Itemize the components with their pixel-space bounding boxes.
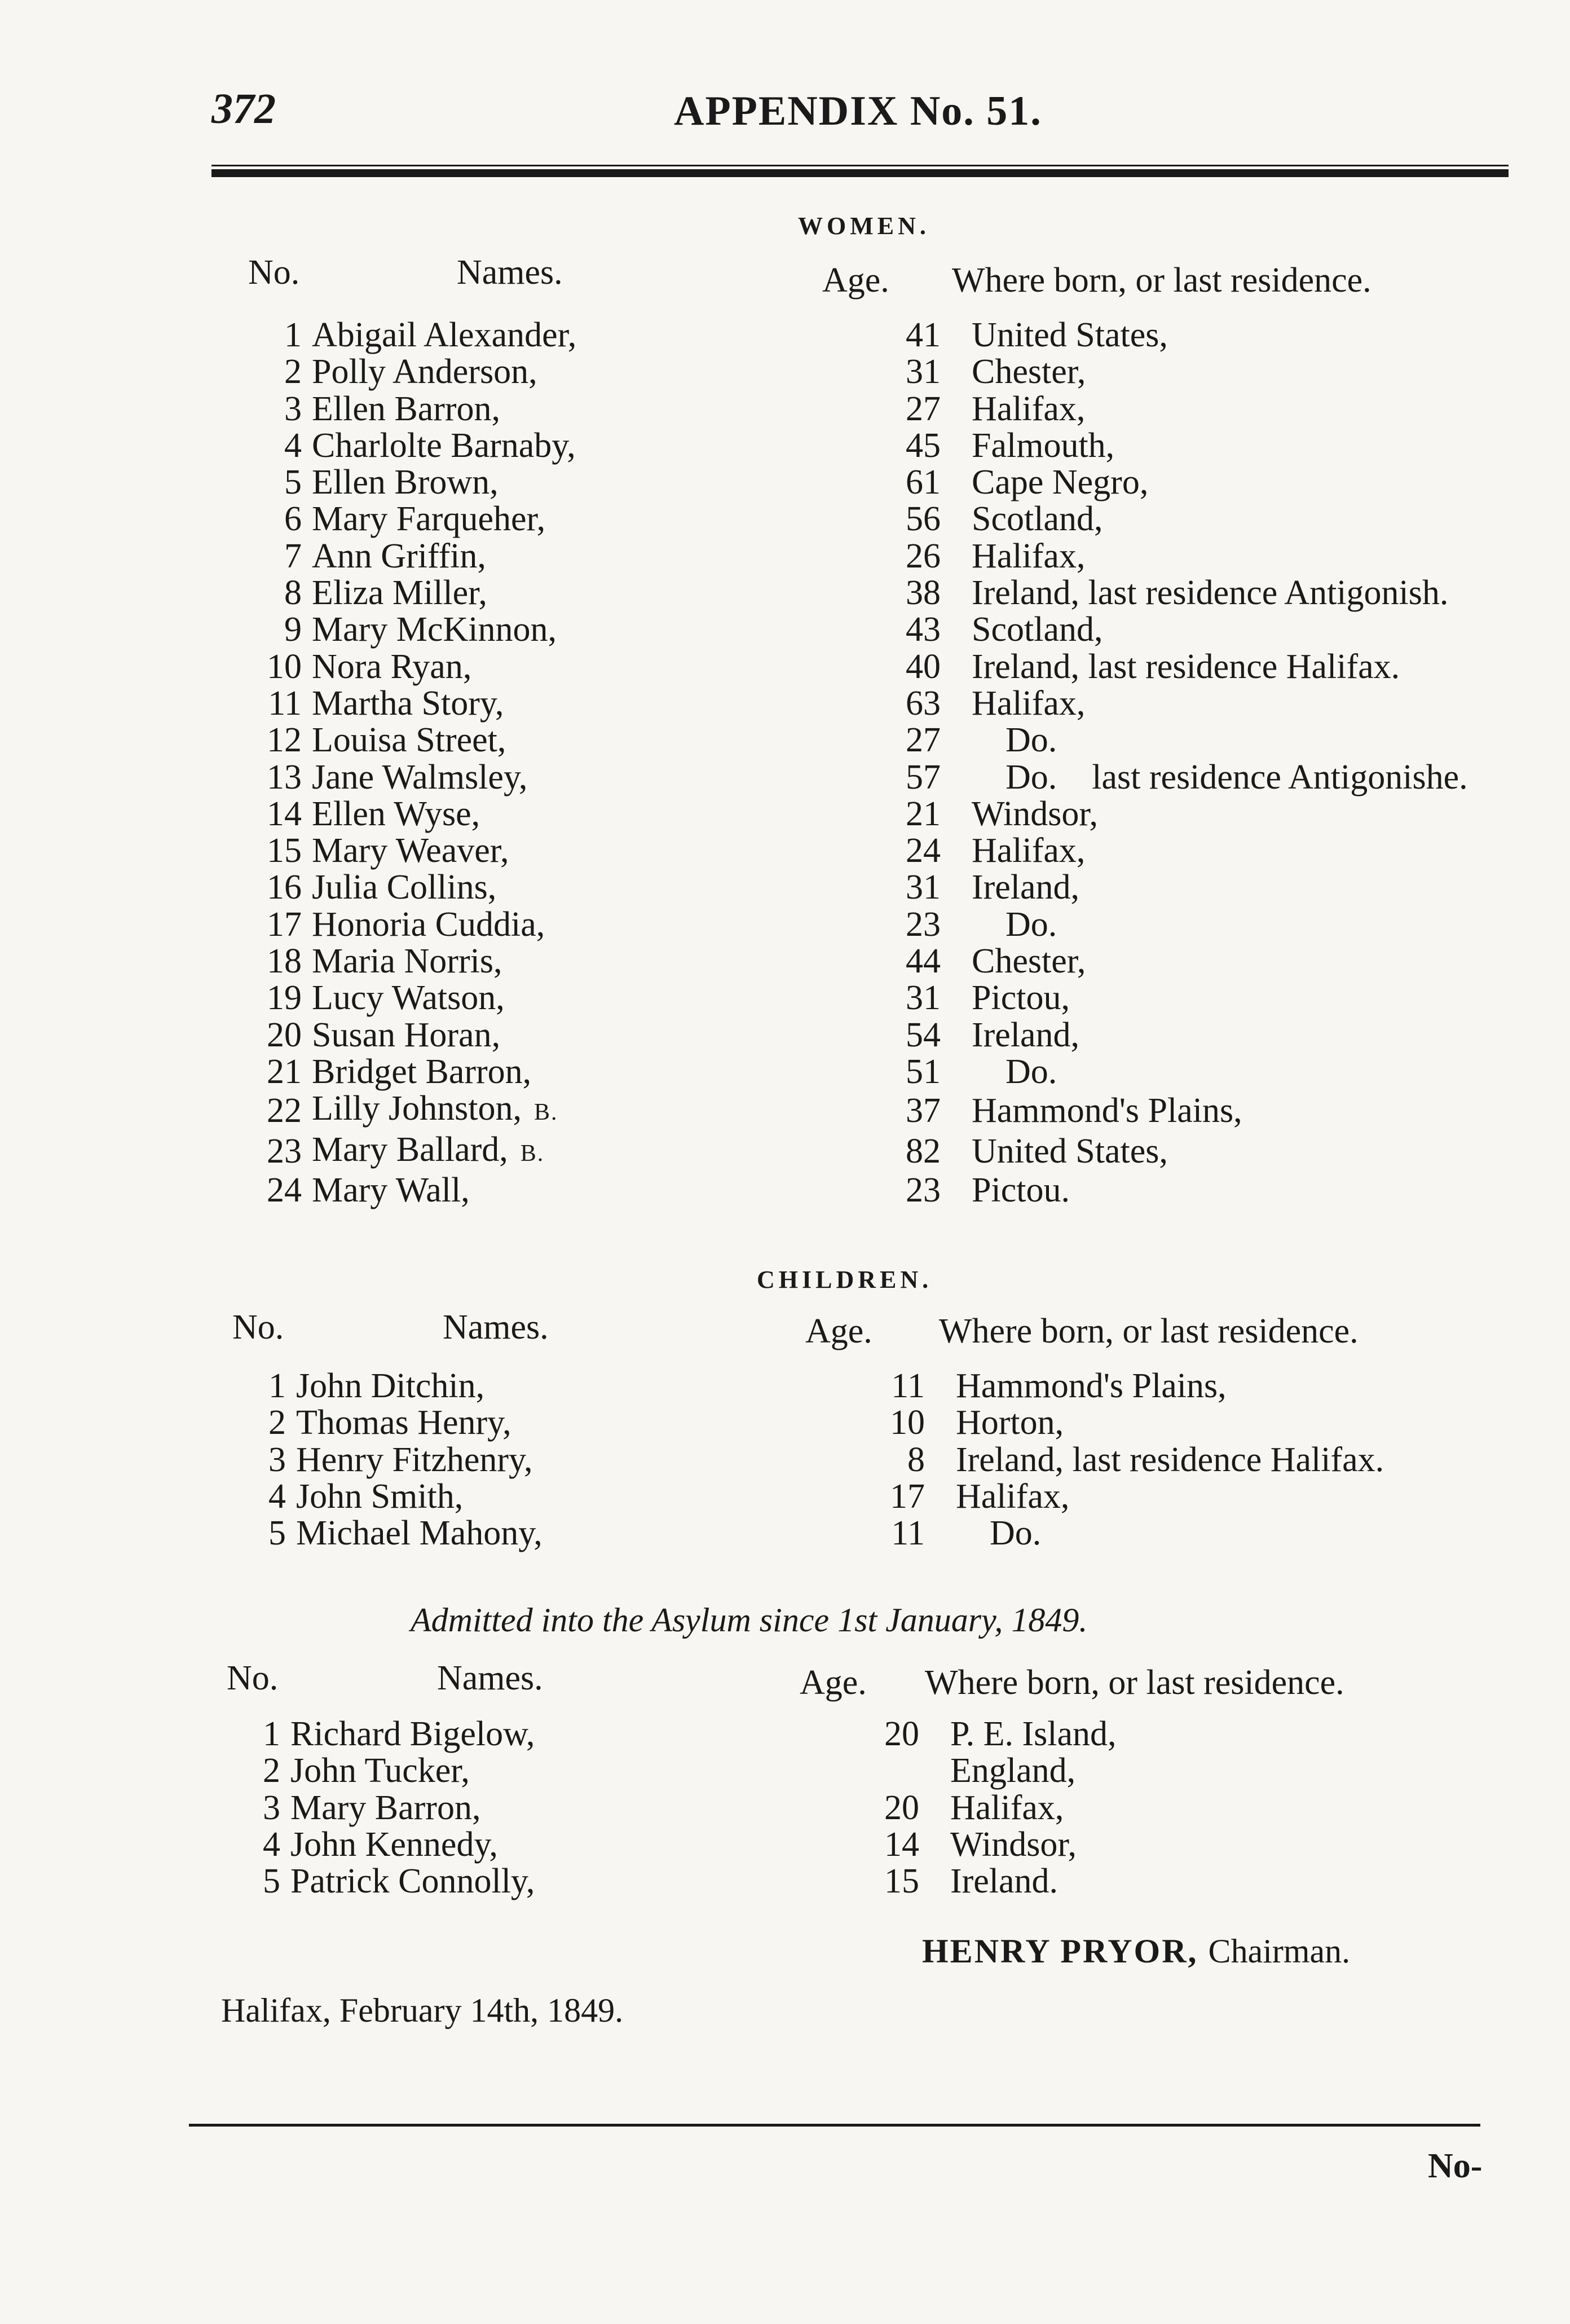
person-name-text: Martha Story, — [312, 684, 504, 723]
header-rule — [211, 169, 1509, 177]
row-number: 3 — [284, 389, 302, 428]
age-value: 27 — [906, 389, 941, 428]
women-row — [248, 464, 1468, 501]
women-row — [248, 1090, 1468, 1131]
age-value: 43 — [906, 610, 941, 649]
women-row — [248, 391, 1468, 428]
row-number: 17 — [267, 905, 302, 944]
person-name — [312, 685, 831, 722]
person-name-text: Ellen Brown, — [312, 463, 499, 502]
person-name — [312, 317, 831, 354]
women-row — [248, 1017, 1468, 1054]
signer-title: Chairman. — [1208, 1933, 1351, 1970]
children-row — [232, 1515, 1384, 1552]
age-value: 44 — [906, 942, 941, 981]
children-row — [232, 1405, 1384, 1441]
age-value: 15 — [884, 1862, 919, 1901]
row-number: 22 — [267, 1091, 302, 1130]
person-name-text: Nora Ryan, — [312, 647, 472, 686]
person-name — [312, 1054, 831, 1090]
row-number: 14 — [267, 794, 302, 833]
person-name — [290, 1863, 809, 1900]
row-number: 6 — [284, 500, 302, 539]
row-number: 2 — [284, 353, 302, 391]
person-name-text: John Tucker, — [290, 1751, 470, 1790]
age-value: 63 — [906, 684, 941, 723]
row-number: 4 — [284, 426, 302, 465]
age-value — [809, 1753, 950, 1789]
person-name-text: Susan Horan, — [312, 1015, 501, 1054]
women-row — [248, 869, 1468, 906]
person-name — [312, 1090, 831, 1131]
person-name — [296, 1515, 815, 1552]
person-name-text: Abigail Alexander, — [312, 316, 577, 354]
residence-value: Ireland, — [972, 868, 1080, 907]
person-name-text: Michael Mahony, — [296, 1514, 543, 1553]
dateline: Halifax, February 14th, 1849. — [221, 1992, 624, 2029]
row-number: 2 — [268, 1403, 286, 1442]
women-row — [248, 354, 1468, 390]
admitted-row — [227, 1790, 1117, 1826]
row-number: 5 — [268, 1514, 286, 1553]
person-name-text: Bridget Barron, — [312, 1052, 532, 1091]
women-row — [248, 575, 1468, 611]
women-table — [248, 317, 1468, 1209]
admitted-col-age: Age. — [800, 1663, 867, 1702]
person-name — [312, 796, 831, 833]
age-value: 51 — [906, 1052, 941, 1091]
admitted-row — [227, 1826, 1117, 1863]
header-rule-thin — [211, 165, 1509, 166]
row-number: 20 — [267, 1015, 302, 1054]
person-name-text: Lucy Watson, — [312, 979, 505, 1018]
row-number: 10 — [267, 647, 302, 686]
age-value: 56 — [906, 500, 941, 539]
women-row — [248, 759, 1468, 796]
age-value: 26 — [906, 536, 941, 575]
admitted-col-place: Where born, or last residence. — [925, 1663, 1344, 1702]
residence-value: Do. — [1005, 905, 1057, 944]
age-value: 21 — [906, 794, 941, 833]
person-name — [312, 428, 831, 464]
residence-value: Pictou. — [972, 1170, 1070, 1209]
person-name — [290, 1716, 809, 1753]
age-value: 8 — [907, 1440, 925, 1479]
women-row — [248, 501, 1468, 538]
row-number: 3 — [268, 1440, 286, 1479]
age-value: 38 — [906, 574, 941, 613]
person-name-text: Honoria Cuddia, — [312, 905, 545, 944]
row-number: 7 — [284, 536, 302, 575]
age-value: 31 — [906, 868, 941, 907]
children-col-place: Where born, or last residence. — [939, 1312, 1359, 1350]
person-name-text: Mary Ballard, — [312, 1130, 508, 1169]
residence-value: Hammond's Plains, — [972, 1091, 1242, 1130]
admitted-row — [227, 1716, 1117, 1753]
person-name-text: Ellen Barron, — [312, 389, 501, 428]
row-number: 21 — [267, 1052, 302, 1091]
person-name-text: Mary Wall, — [312, 1170, 470, 1209]
residence-value: United States, — [972, 316, 1168, 354]
residence-value: Halifax, — [956, 1477, 1070, 1516]
residence-value: Do. — [1005, 721, 1057, 760]
person-name-text: Patrick Connolly, — [290, 1862, 535, 1901]
children-col-names: Names. — [443, 1308, 549, 1346]
person-name — [312, 869, 831, 906]
women-row — [248, 538, 1468, 575]
residence-value: Horton, — [956, 1403, 1064, 1442]
row-number: 8 — [284, 574, 302, 613]
residence-value: P. E. Island, — [950, 1715, 1117, 1753]
age-value: 14 — [884, 1825, 919, 1864]
age-value: 20 — [884, 1788, 919, 1827]
residence-value: Scotland, — [972, 610, 1103, 649]
person-name — [296, 1478, 815, 1515]
children-table — [232, 1368, 1384, 1552]
children-row — [232, 1442, 1384, 1478]
children-col-no: No. — [232, 1308, 284, 1346]
person-name — [312, 611, 831, 648]
person-name-text: John Kennedy, — [290, 1825, 498, 1864]
residence-value: Do. — [1005, 1052, 1057, 1091]
admitted-row — [227, 1753, 1117, 1789]
residence-value: Ireland, last residence Halifax. — [972, 647, 1400, 686]
footer-rule — [189, 2124, 1480, 2127]
person-name — [312, 575, 831, 611]
row-number: 12 — [267, 721, 302, 760]
residence-value: Halifax, — [972, 389, 1086, 428]
person-name-text: Richard Bigelow, — [290, 1715, 535, 1753]
person-name — [312, 980, 831, 1016]
person-mark: B. — [520, 1140, 545, 1167]
age-value: 27 — [906, 721, 941, 760]
admitted-row — [227, 1863, 1117, 1900]
residence-value: Ireland. — [950, 1862, 1059, 1901]
row-number: 23 — [267, 1132, 302, 1171]
women-row — [248, 833, 1468, 869]
women-row — [248, 980, 1468, 1016]
person-name-text: Ellen Wyse, — [312, 794, 480, 833]
children-row — [232, 1478, 1384, 1515]
age-value: 37 — [906, 1091, 941, 1130]
women-row — [248, 611, 1468, 648]
person-name-text: Jane Walmsley, — [312, 758, 528, 796]
person-name — [312, 943, 831, 980]
residence-value: Windsor, — [972, 794, 1099, 833]
person-name — [312, 354, 831, 390]
residence-value: Halifax, — [972, 831, 1086, 870]
residence-value: Chester, — [972, 353, 1086, 391]
women-row — [248, 428, 1468, 464]
women-col-names: Names. — [457, 253, 563, 292]
person-name-text: Lilly Johnston, — [312, 1089, 522, 1128]
person-name — [312, 649, 831, 685]
person-name — [312, 722, 831, 759]
women-row — [248, 317, 1468, 354]
residence-value: Ireland, — [972, 1015, 1080, 1054]
person-name-text: Ann Griffin, — [312, 536, 486, 575]
person-name — [312, 906, 831, 943]
row-number: 1 — [268, 1367, 286, 1405]
residence-value: Halifax, — [972, 536, 1086, 575]
age-value: 40 — [906, 647, 941, 686]
age-value: 23 — [906, 1170, 941, 1209]
person-name-text: Mary Farqueher, — [312, 500, 546, 539]
person-name-text: Julia Collins, — [312, 868, 497, 907]
women-row — [248, 1172, 1468, 1209]
person-name-text: Henry Fitzhenry, — [296, 1440, 533, 1479]
residence-value: Pictou, — [972, 979, 1070, 1018]
person-name-text: Mary Barron, — [290, 1788, 481, 1827]
person-name — [312, 1017, 831, 1054]
row-number: 2 — [263, 1751, 280, 1790]
row-number: 4 — [268, 1477, 286, 1516]
person-name-text: John Ditchin, — [296, 1367, 485, 1405]
women-row — [248, 722, 1468, 759]
person-name — [312, 1132, 831, 1172]
children-col-age: Age. — [805, 1312, 872, 1350]
person-name — [312, 391, 831, 428]
person-name-text: Mary Weaver, — [312, 831, 509, 870]
row-number: 16 — [267, 868, 302, 907]
age-value: 11 — [891, 1514, 925, 1553]
person-name — [296, 1405, 815, 1441]
residence-value: Do. — [990, 1514, 1042, 1553]
person-name-text: Louisa Street, — [312, 721, 506, 760]
age-value: 54 — [906, 1015, 941, 1054]
residence-value: Chester, — [972, 942, 1086, 981]
residence-value: Hammond's Plains, — [956, 1367, 1227, 1405]
row-number: 3 — [263, 1788, 280, 1827]
women-row — [248, 906, 1468, 943]
women-row — [248, 943, 1468, 980]
admitted-col-names: Names. — [437, 1659, 543, 1697]
person-name-text: Eliza Miller, — [312, 574, 487, 613]
row-number: 18 — [267, 942, 302, 981]
admitted-col-no: No. — [227, 1659, 279, 1697]
residence-value: Halifax, — [972, 684, 1086, 723]
women-row — [248, 1132, 1468, 1172]
age-value: 23 — [906, 905, 941, 944]
women-row — [248, 796, 1468, 833]
person-name-text: Thomas Henry, — [296, 1403, 511, 1442]
person-name — [290, 1826, 809, 1863]
residence-value: Ireland, last residence Halifax. — [956, 1440, 1384, 1479]
person-name — [312, 833, 831, 869]
age-value: 45 — [906, 426, 941, 465]
residence-value: Cape Negro, — [972, 463, 1149, 502]
residence-value: England, — [950, 1751, 1076, 1790]
residence-value: Halifax, — [950, 1788, 1064, 1827]
admitted-heading: Admitted into the Asylum since 1st January, 1849. — [411, 1601, 1088, 1639]
age-value: 24 — [906, 831, 941, 870]
row-number: 1 — [284, 316, 302, 354]
women-row — [248, 649, 1468, 685]
person-name-text: Mary McKinnon, — [312, 610, 557, 649]
person-name-text: Charlolte Barnaby, — [312, 426, 576, 465]
row-number: 5 — [284, 463, 302, 502]
age-value: 10 — [890, 1403, 925, 1442]
signer-name: HENRY PRYOR, — [922, 1933, 1198, 1970]
residence-value: Scotland, — [972, 500, 1103, 539]
residence-value: United States, — [972, 1132, 1168, 1171]
women-row — [248, 1054, 1468, 1090]
age-value: 57 — [906, 758, 941, 796]
age-value: 82 — [906, 1132, 941, 1171]
person-name-text: Polly Anderson, — [312, 353, 537, 391]
women-col-age: Age. — [822, 261, 889, 300]
age-value: 20 — [884, 1715, 919, 1753]
age-value: 31 — [906, 979, 941, 1018]
children-row — [232, 1368, 1384, 1405]
women-col-place: Where born, or last residence. — [952, 261, 1371, 300]
person-name — [296, 1368, 815, 1405]
children-heading: CHILDREN. — [757, 1266, 933, 1293]
person-name-text: Maria Norris, — [312, 942, 502, 981]
residence-value: Do. last residence Antigonishe. — [1005, 758, 1468, 796]
person-mark: B. — [534, 1099, 558, 1126]
person-name — [312, 759, 831, 796]
row-number: 1 — [263, 1715, 280, 1753]
row-number: 13 — [267, 758, 302, 796]
admitted-table — [227, 1716, 1117, 1900]
catchword: No- — [1428, 2147, 1483, 2185]
row-number: 15 — [267, 831, 302, 870]
person-name — [296, 1442, 815, 1478]
person-name — [290, 1753, 809, 1789]
person-name — [312, 1172, 831, 1209]
row-number: 4 — [263, 1825, 280, 1864]
residence-value: Falmouth, — [972, 426, 1115, 465]
row-number: 19 — [267, 979, 302, 1018]
residence-value: Windsor, — [950, 1825, 1077, 1864]
person-name — [312, 501, 831, 538]
age-value: 31 — [906, 353, 941, 391]
row-number: 24 — [267, 1170, 302, 1209]
person-name — [312, 538, 831, 575]
age-value: 17 — [890, 1477, 925, 1516]
women-row — [248, 685, 1468, 722]
row-number: 9 — [284, 610, 302, 649]
person-name — [312, 464, 831, 501]
women-col-no: No. — [248, 253, 300, 292]
person-name-text: John Smith, — [296, 1477, 464, 1516]
row-number: 5 — [263, 1862, 280, 1901]
residence-value: Ireland, last residence Antigonish. — [972, 574, 1449, 613]
age-value: 11 — [891, 1367, 925, 1405]
row-number: 11 — [268, 684, 302, 723]
person-name — [290, 1790, 809, 1826]
running-head: APPENDIX No. 51. — [674, 88, 1042, 134]
women-heading: WOMEN. — [798, 212, 930, 240]
age-value: 41 — [906, 316, 941, 354]
signature — [922, 1932, 1350, 1971]
page-number: 372 — [211, 85, 276, 133]
age-value: 61 — [906, 463, 941, 502]
